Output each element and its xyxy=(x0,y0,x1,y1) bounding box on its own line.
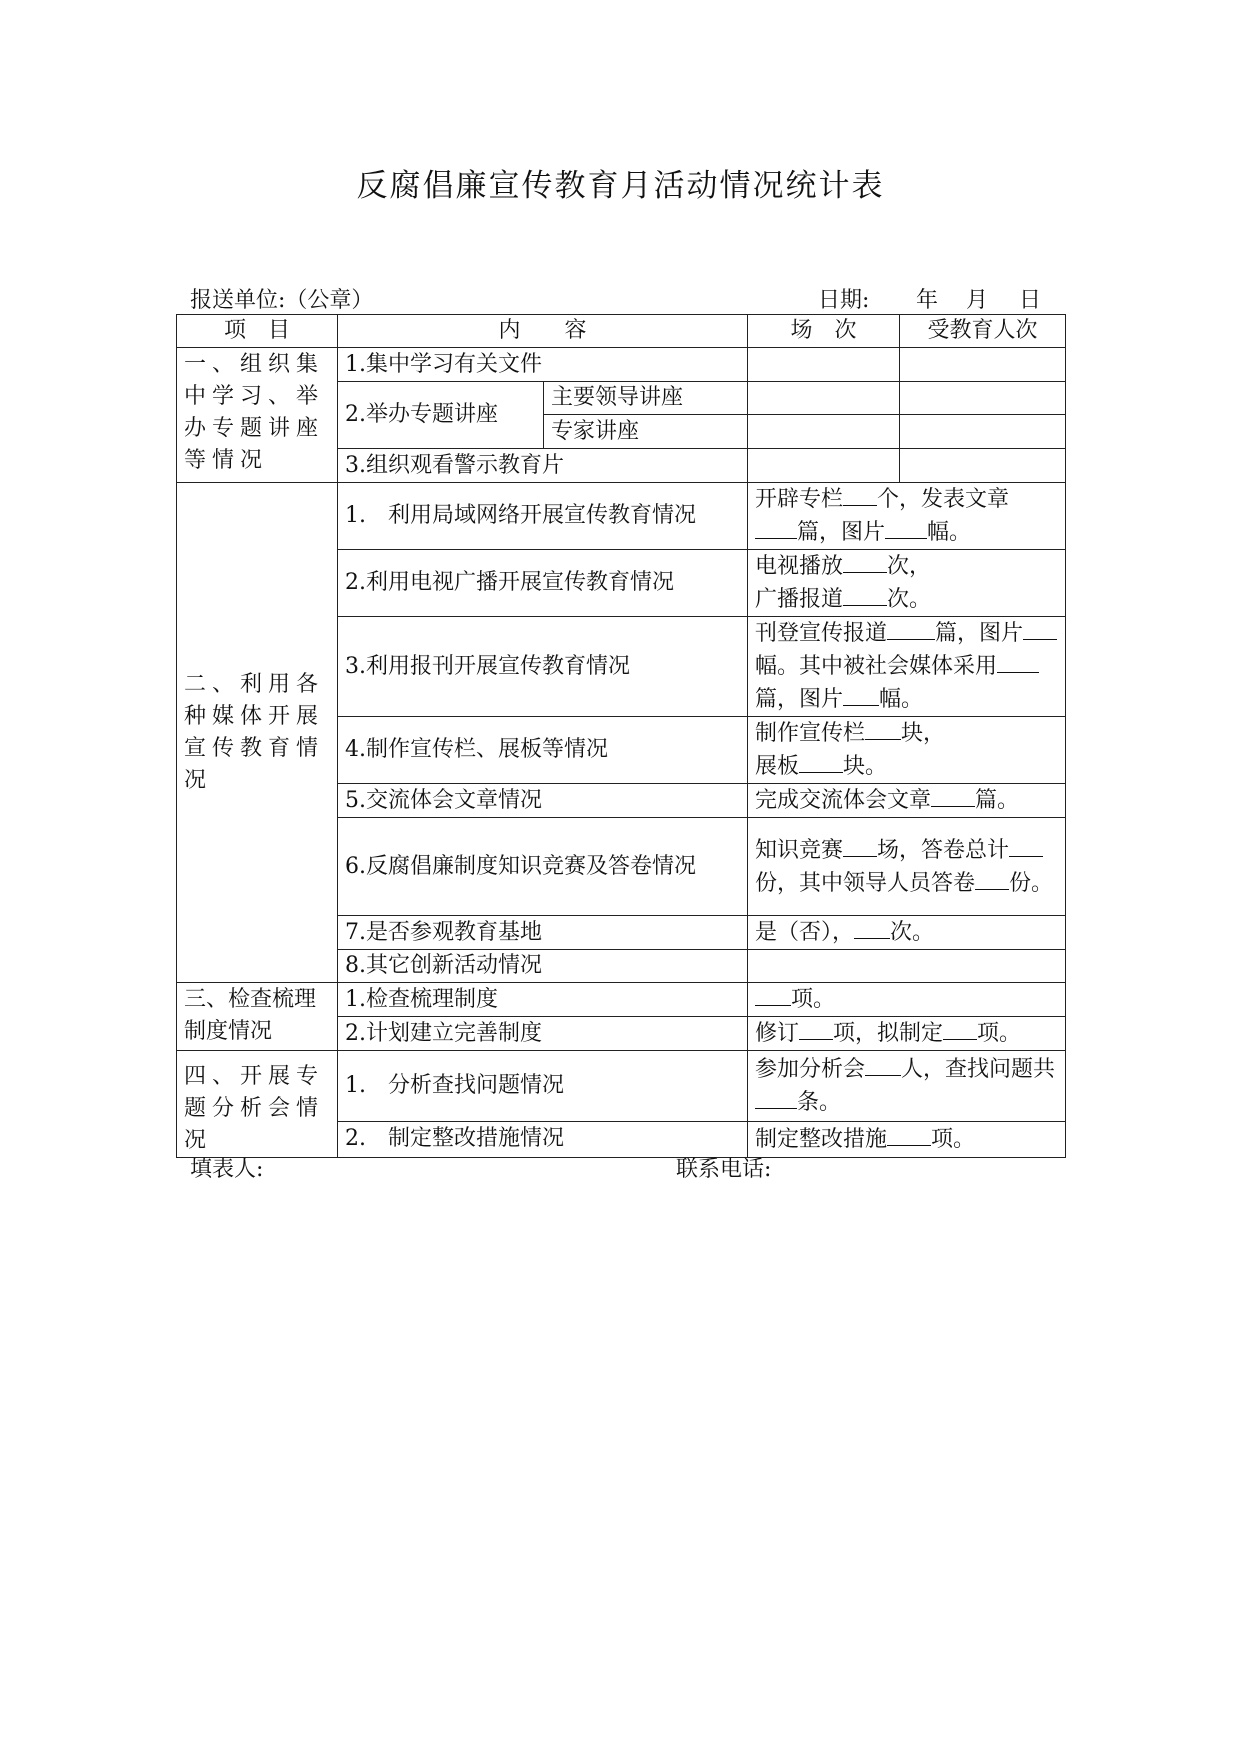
result-text: 次， xyxy=(887,554,932,579)
result-text: 幅。其中被社会媒体采用 xyxy=(755,654,998,679)
item-label: 2.举办专题讲座 xyxy=(338,382,544,449)
fill-blank[interactable] xyxy=(997,650,1039,673)
attendees-cell[interactable] xyxy=(900,382,1066,415)
result-cell[interactable] xyxy=(748,1051,1066,1122)
table-row xyxy=(177,1051,1066,1122)
sub-item-label: 专家讲座 xyxy=(544,415,748,449)
fill-blank[interactable] xyxy=(799,1017,833,1040)
result-text: 篇。 xyxy=(975,788,1020,813)
item-label: 3.组织观看警示教育片 xyxy=(338,449,748,483)
result-text: 修订 xyxy=(755,1021,800,1046)
item-label: 3.利用报刊开展宣传教育情况 xyxy=(338,617,748,717)
fill-blank[interactable] xyxy=(885,516,927,539)
fill-blank[interactable] xyxy=(755,983,791,1006)
result-text: 篇，图片 xyxy=(755,687,844,712)
table-row xyxy=(177,983,1066,1017)
attendees-cell[interactable] xyxy=(900,449,1066,483)
date-day: 日 xyxy=(1019,288,1042,313)
fill-blank[interactable] xyxy=(843,834,877,857)
column-header: 项 目 xyxy=(177,315,338,348)
section-label: 一、组织集中学习、举办专题讲座等情况 xyxy=(177,348,338,483)
fill-blank[interactable] xyxy=(854,916,890,939)
result-text: 展板 xyxy=(755,754,800,779)
item-label: 2.计划建立完善制度 xyxy=(338,1017,748,1051)
column-header: 受教育人次 xyxy=(900,315,1066,348)
result-text: 幅。 xyxy=(879,687,924,712)
table-row xyxy=(177,348,1066,382)
fill-blank[interactable] xyxy=(887,1123,931,1146)
form-filler-label: 填表人: xyxy=(190,1157,264,1182)
result-text: 电视播放 xyxy=(755,554,844,579)
sessions-cell[interactable] xyxy=(748,348,900,382)
result-text: 幅。 xyxy=(927,520,972,545)
result-text: 次。 xyxy=(887,587,932,612)
sessions-cell[interactable] xyxy=(748,449,900,483)
result-text: 开辟专栏 xyxy=(755,487,844,512)
section-label: 四、开展专题分析会情况 xyxy=(177,1051,338,1158)
item-label: 6.反腐倡廉制度知识竞赛及答卷情况 xyxy=(338,818,748,916)
document-title: 反腐倡廉宣传教育月活动情况统计表 xyxy=(356,168,885,204)
result-text: 份，其中领导人员答卷 xyxy=(755,870,976,896)
result-text: 个，发表文章 xyxy=(877,487,1010,512)
result-cell[interactable] xyxy=(748,617,1066,717)
reporting-unit-label: 报送单位:（公章） xyxy=(190,288,374,313)
item-label: 1.集中学习有关文件 xyxy=(338,348,748,382)
sessions-cell[interactable] xyxy=(748,415,900,449)
fill-blank[interactable] xyxy=(843,583,887,606)
fill-blank[interactable] xyxy=(755,1086,797,1109)
fill-blank[interactable] xyxy=(865,717,901,740)
result-text: 刊登宣传报道 xyxy=(755,621,888,646)
result-text: 是（否）， xyxy=(755,920,855,945)
table-header-row xyxy=(177,315,1066,348)
statistics-table xyxy=(176,314,1066,1158)
fill-blank[interactable] xyxy=(865,1053,901,1076)
result-cell[interactable] xyxy=(748,950,1066,983)
fill-blank[interactable] xyxy=(843,550,887,573)
item-label: 4.制作宣传栏、展板等情况 xyxy=(338,717,748,784)
fill-blank[interactable] xyxy=(943,1017,977,1040)
item-label: 5.交流体会文章情况 xyxy=(338,784,748,818)
attendees-cell[interactable] xyxy=(900,415,1066,449)
result-text: 项。 xyxy=(931,1126,976,1152)
fill-blank[interactable] xyxy=(931,784,975,807)
fill-blank[interactable] xyxy=(755,516,797,539)
result-cell[interactable] xyxy=(748,717,1066,784)
fill-blank[interactable] xyxy=(799,750,843,773)
date-month: 月 xyxy=(966,288,989,313)
result-cell[interactable] xyxy=(748,1121,1066,1157)
result-cell[interactable] xyxy=(748,784,1066,818)
result-text: 场，答卷总计 xyxy=(877,837,1010,863)
item-label: 7.是否参观教育基地 xyxy=(338,916,748,950)
result-cell[interactable] xyxy=(748,818,1066,916)
fill-blank[interactable] xyxy=(1009,834,1043,857)
item-label: 2. 制定整改措施情况 xyxy=(338,1121,748,1157)
result-text: 次。 xyxy=(890,920,935,945)
table-row xyxy=(177,483,1066,550)
column-header: 内 容 xyxy=(338,315,748,348)
result-text: 参加分析会 xyxy=(755,1056,866,1082)
item-label: 1.检查梳理制度 xyxy=(338,983,748,1017)
result-text: 知识竞赛 xyxy=(755,837,844,863)
fill-blank[interactable] xyxy=(843,683,879,706)
result-text: 份。 xyxy=(1009,870,1054,896)
fill-blank[interactable] xyxy=(975,867,1009,890)
result-text: 篇，图片 xyxy=(935,621,1024,646)
section-label: 三、检查梳理制度情况 xyxy=(177,983,338,1051)
result-cell[interactable] xyxy=(748,483,1066,550)
result-text: 块， xyxy=(901,721,946,746)
result-text: 人，查找问题共 xyxy=(901,1056,1056,1082)
result-text: 项。 xyxy=(977,1021,1022,1046)
column-header: 场 次 xyxy=(748,315,900,348)
result-text: 项，拟制定 xyxy=(833,1021,944,1046)
result-cell[interactable] xyxy=(748,550,1066,617)
contact-phone-label: 联系电话: xyxy=(676,1157,772,1182)
date-year: 年 xyxy=(916,288,939,313)
result-text: 条。 xyxy=(797,1089,842,1115)
item-label: 2.利用电视广播开展宣传教育情况 xyxy=(338,550,748,617)
date-label: 日期: xyxy=(818,288,870,313)
section-label: 二、利用各种媒体开展宣传教育情况 xyxy=(177,483,338,983)
result-text: 完成交流体会文章 xyxy=(755,788,932,813)
attendees-cell[interactable] xyxy=(900,348,1066,382)
result-cell[interactable] xyxy=(748,983,1066,1017)
sub-item-label: 主要领导讲座 xyxy=(544,382,748,415)
result-text: 篇，图片 xyxy=(797,520,886,545)
fill-blank[interactable] xyxy=(887,617,935,640)
result-cell[interactable] xyxy=(748,1017,1066,1051)
result-cell[interactable] xyxy=(748,916,1066,950)
result-text: 广播报道 xyxy=(755,587,844,612)
fill-blank[interactable] xyxy=(843,483,877,506)
result-text: 制作宣传栏 xyxy=(755,721,866,746)
result-text: 块。 xyxy=(843,754,888,779)
item-label: 1. 分析查找问题情况 xyxy=(338,1051,748,1122)
item-label: 8.其它创新活动情况 xyxy=(338,950,748,983)
item-label: 1. 利用局域网络开展宣传教育情况 xyxy=(338,483,748,550)
result-text: 项。 xyxy=(791,987,836,1012)
result-text: 制定整改措施 xyxy=(755,1126,888,1152)
fill-blank[interactable] xyxy=(1023,617,1057,640)
sessions-cell[interactable] xyxy=(748,382,900,415)
